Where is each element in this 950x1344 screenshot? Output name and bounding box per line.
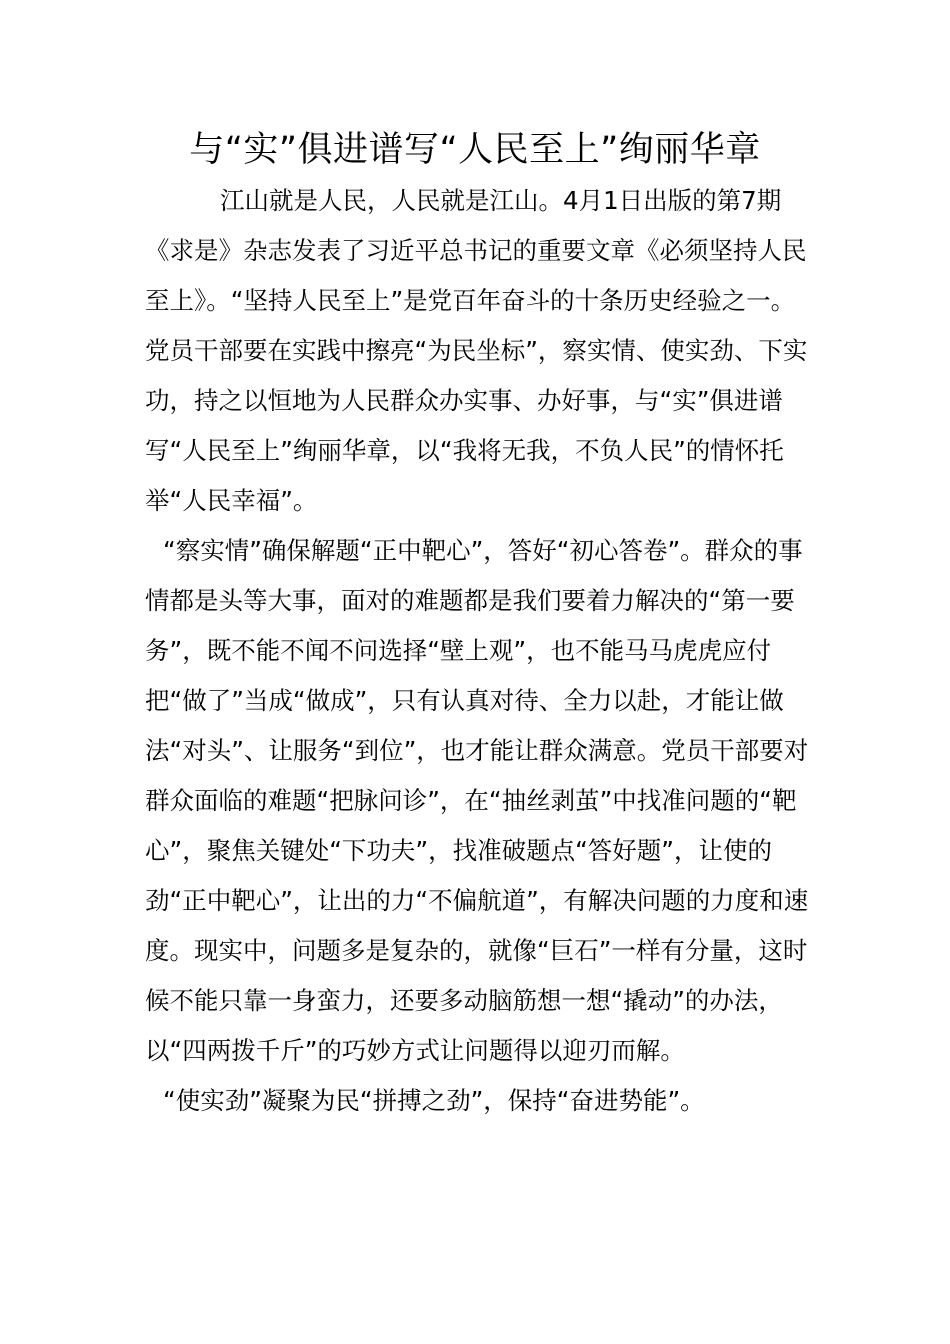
paragraph-shi-shijin: “使实劲”凝聚为民“拼搏之劲”，保持“奋进势能”。 bbox=[163, 1086, 705, 1115]
document-body bbox=[145, 176, 810, 1126]
paragraph-cha-shiqing: “察实情”确保解题“正中靶心”，答好“初心答卷”。群众的事情都是头等大事，面对的难题都是我们要着力解决的“第一要务”，既不能不闻不问选择“壁上观”，也不能马马虎虎应付把“做了”当成“做成”，只有认真对待、全力以赴，才能让做法“对头”、让服务“到位”，也才能让群众满意。党员干部要对群众面临的难题“把脉问诊”，在“抽丝剥茧”中找准问题的“靶心”，聚焦关键处“下功夫”，找准破题点“答好题”，让使的劲“正中靶心”，让出的力“不偏航道”，有解决问题的力度和速度。现实中，问题多是复杂的，就像“巨石”一样有分量，这时候不能只靠一身蛮力，还要多动脑筋想一想“撬动”的办法，以“四两拨千斤”的巧妙方式让问题得以迎刃而解。 bbox=[145, 536, 809, 1065]
paragraph-intro: 江山就是人民，人民就是江山。4月1日出版的第7期《求是》杂志发表了习近平总书记的重要文章《必须坚持人民至上》。“坚持人民至上”是党百年奋斗的十条历史经验之一。党员干部要在实践中擦亮“为民坐标”，察实情、使实劲、下实功，持之以恒地为人民群众办实事、办好事，与“实”俱进谱写“人民至上”绚丽华章，以“我将无我，不负人民”的情怀托举“人民幸福”。 bbox=[145, 186, 808, 515]
document-title: 与“实”俱进谱写“人民至上”绚丽华章 bbox=[189, 130, 761, 170]
